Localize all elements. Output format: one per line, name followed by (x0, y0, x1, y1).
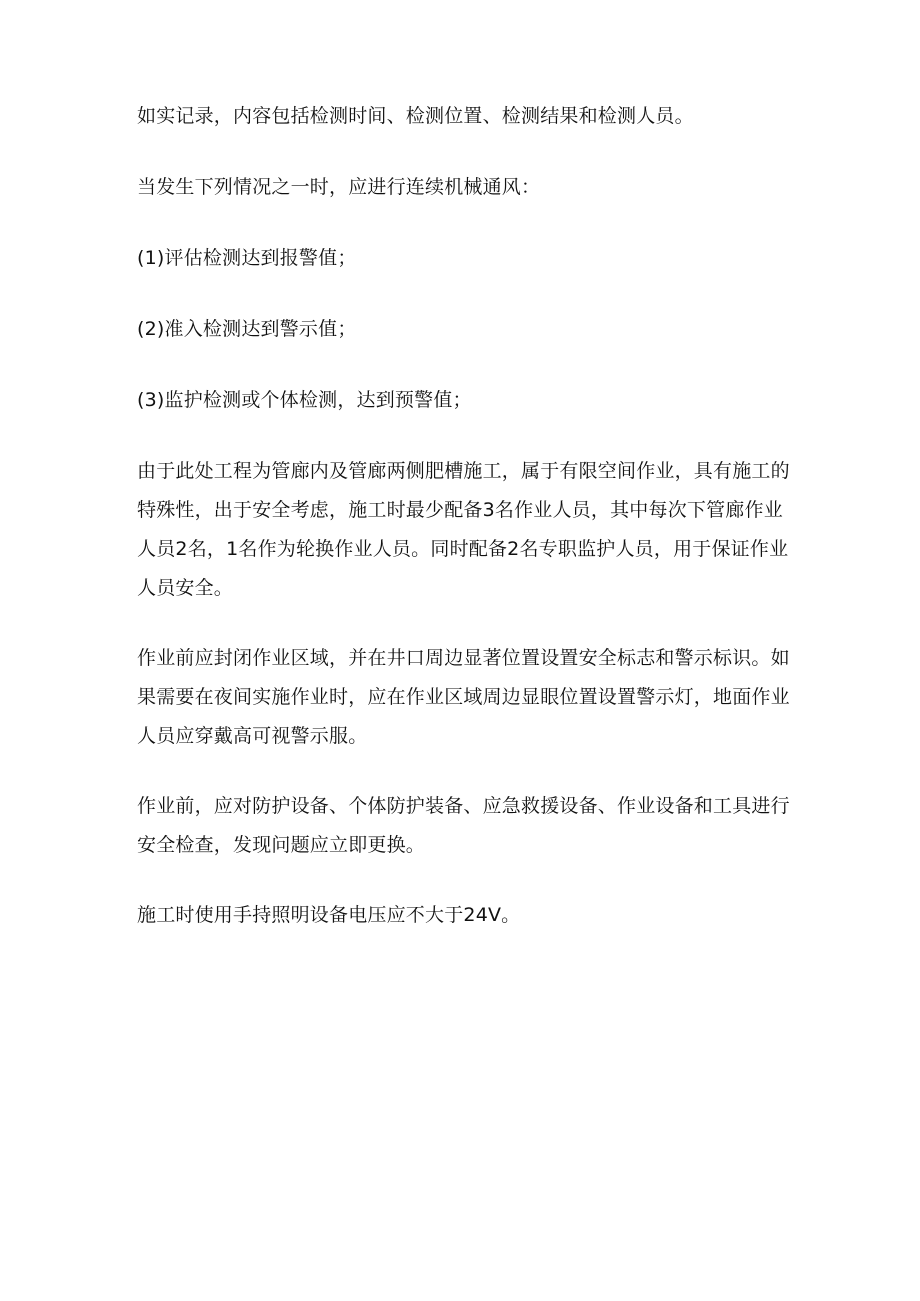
paragraph-staffing: 由于此处工程为管廊内及管廊两侧肥槽施工，属于有限空间作业，具有施工的特殊性，出于安全考虑，施工时最少配备3名作业人员，其中每次下管廊作业人员2名，1名作为轮换作业人员。同时配备2名专职监护人员，用于保证作业人员安全。 (137, 460, 790, 599)
paragraph-area-closure: 作业前应封闭作业区域，并在井口周边显著位置设置安全标志和警示标识。如果需要在夜间实施作业时，应在作业区域周边显眼位置设置警示灯，地面作业人员应穿戴高可视警示服。 (137, 647, 790, 747)
document-body (137, 97, 797, 935)
paragraph-ventilation-intro: 当发生下列情况之一时，应进行连续机械通风： (137, 176, 541, 198)
paragraph-record: 如实记录，内容包括检测时间、检测位置、检测结果和检测人员。 (137, 105, 694, 127)
paragraph-condition-1: (1)评估检测达到报警值； (137, 247, 357, 269)
paragraph-lighting-voltage: 施工时使用手持照明设备电压应不大于24V。 (137, 904, 521, 926)
paragraph-equipment-check: 作业前，应对防护设备、个体防护装备、应急救援设备、作业设备和工具进行安全检查，发现问题应立即更换。 (137, 795, 790, 856)
paragraph-condition-2: (2)准入检测达到警示值； (137, 318, 357, 340)
paragraph-condition-3: (3)监护检测或个体检测，达到预警值； (137, 389, 472, 411)
